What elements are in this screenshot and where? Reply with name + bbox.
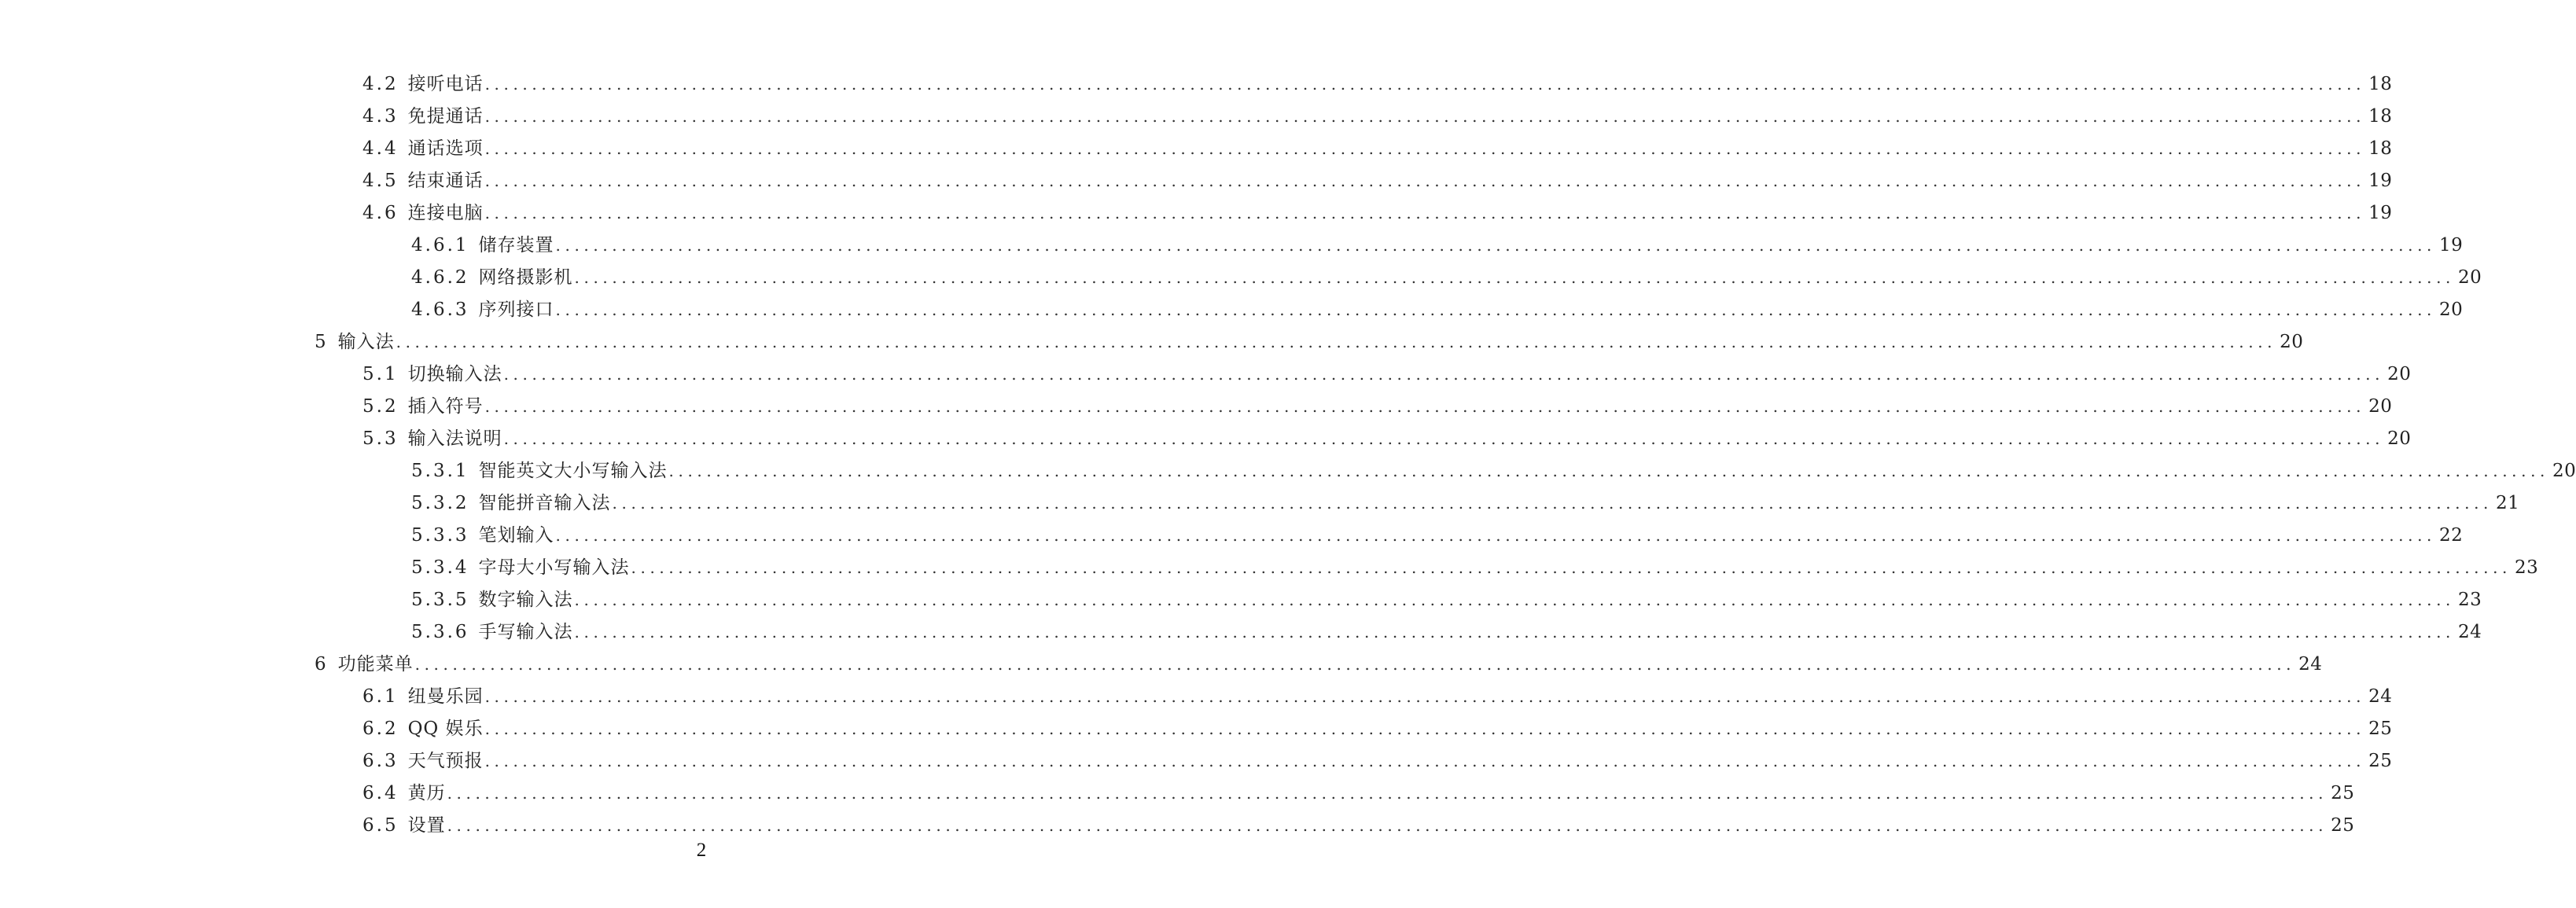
toc-entry-page: 24 bbox=[2458, 622, 2482, 642]
toc-dot-leader: ........................................................................................................................................................................................................ bbox=[612, 494, 2493, 513]
toc-entry[interactable] bbox=[362, 197, 2393, 230]
toc-dot-leader: ........................................................................................................................................................................................................ bbox=[484, 75, 2366, 94]
toc-entry[interactable] bbox=[411, 230, 2464, 262]
toc-dot-leader: ........................................................................................................................................................................................................ bbox=[484, 752, 2366, 770]
toc-entry-title: 智能拼音输入法 bbox=[478, 493, 611, 513]
toc-entry-page: 25 bbox=[2331, 783, 2355, 803]
toc-entry[interactable] bbox=[362, 681, 2393, 713]
toc-entry-title: 字母大小写输入法 bbox=[478, 557, 630, 578]
toc-entry-number: 4.6 bbox=[362, 203, 399, 223]
toc-entry-page: 18 bbox=[2368, 106, 2393, 127]
toc-entry[interactable] bbox=[315, 649, 2323, 681]
toc-entry-number: 6.2 bbox=[362, 719, 399, 739]
toc-entry-page: 20 bbox=[2280, 332, 2304, 352]
toc-entry[interactable] bbox=[362, 745, 2393, 777]
toc-dot-leader: ........................................................................................................................................................................................................ bbox=[503, 429, 2385, 448]
toc-entry-number: 6.3 bbox=[362, 751, 399, 771]
toc-entry-page: 25 bbox=[2368, 751, 2393, 771]
toc-dot-leader: ........................................................................................................................................................................................................ bbox=[447, 784, 2328, 803]
toc-entry[interactable] bbox=[411, 616, 2482, 649]
toc-entry-number: 5.3.3 bbox=[411, 525, 469, 546]
toc-entry-title: QQ 娱乐 bbox=[407, 719, 484, 739]
toc-dot-leader: ........................................................................................................................................................................................................ bbox=[668, 461, 2550, 480]
toc-dot-leader: ........................................................................................................................................................................................................ bbox=[414, 655, 2296, 674]
toc-entry-title: 网络摄影机 bbox=[478, 267, 573, 288]
toc-dot-leader: ........................................................................................................................................................................................................ bbox=[574, 590, 2456, 609]
toc-entry-title: 数字输入法 bbox=[478, 590, 573, 610]
toc-entry[interactable] bbox=[315, 326, 2304, 358]
toc-entry-page: 20 bbox=[2387, 428, 2412, 449]
toc-entry-page: 20 bbox=[2368, 396, 2393, 417]
toc-dot-leader: ........................................................................................................................................................................................................ bbox=[396, 333, 2277, 351]
toc-entry-number: 5.3.5 bbox=[411, 590, 469, 610]
toc-entry[interactable] bbox=[362, 101, 2393, 133]
toc-entry[interactable] bbox=[362, 713, 2393, 745]
toc-entry-page: 20 bbox=[2439, 300, 2464, 320]
toc-dot-leader: ........................................................................................................................................................................................................ bbox=[447, 816, 2328, 835]
page-number: 2 bbox=[696, 840, 707, 861]
toc-dot-leader: ........................................................................................................................................................................................................ bbox=[555, 526, 2437, 545]
toc-entry-number: 5.3 bbox=[362, 428, 399, 449]
toc-entry-number: 4.5 bbox=[362, 171, 399, 191]
toc-entry-page: 18 bbox=[2368, 138, 2393, 159]
toc-entry[interactable] bbox=[362, 391, 2393, 423]
toc-entry-page: 23 bbox=[2515, 557, 2539, 578]
toc-entry-number: 5 bbox=[315, 332, 329, 352]
toc-dot-leader: ........................................................................................................................................................................................................ bbox=[484, 719, 2366, 738]
toc-entry-title: 手写输入法 bbox=[478, 622, 573, 642]
toc-entry-title: 结束通话 bbox=[407, 171, 484, 191]
toc-entry[interactable] bbox=[362, 777, 2355, 810]
toc-dot-leader: ........................................................................................................................................................................................................ bbox=[484, 687, 2366, 706]
toc-entry-title: 功能菜单 bbox=[337, 654, 414, 675]
toc-dot-leader: ........................................................................................................................................................................................................ bbox=[484, 107, 2366, 126]
toc-entry-page: 20 bbox=[2458, 267, 2482, 288]
toc-dot-leader: ........................................................................................................................................................................................................ bbox=[555, 300, 2437, 319]
toc-entry-page: 25 bbox=[2368, 719, 2393, 739]
toc-entry-number: 6.5 bbox=[362, 815, 399, 836]
toc-entry[interactable] bbox=[362, 68, 2393, 101]
toc-entry-page: 18 bbox=[2368, 74, 2393, 94]
toc-entry[interactable] bbox=[411, 262, 2482, 294]
toc-entry-title: 黄历 bbox=[407, 783, 446, 803]
toc-entry-title: 切换输入法 bbox=[407, 364, 502, 384]
toc-entry-number: 6.1 bbox=[362, 686, 399, 707]
toc-entry-page: 24 bbox=[2298, 654, 2323, 675]
toc-entry[interactable] bbox=[411, 294, 2464, 326]
toc-dot-leader: ........................................................................................................................................................................................................ bbox=[484, 171, 2366, 190]
toc-entry[interactable] bbox=[411, 487, 2520, 520]
toc-dot-leader: ........................................................................................................................................................................................................ bbox=[484, 204, 2366, 222]
toc-entry-title: 接听电话 bbox=[407, 74, 484, 94]
toc-entry-title: 输入法说明 bbox=[407, 428, 502, 449]
toc-dot-leader: ........................................................................................................................................................................................................ bbox=[631, 558, 2512, 577]
toc-dot-leader: ........................................................................................................................................................................................................ bbox=[574, 268, 2456, 287]
toc-entry-number: 4.6.1 bbox=[411, 235, 469, 255]
toc-entry-number: 5.3.6 bbox=[411, 622, 469, 642]
toc-entry-number: 4.6.2 bbox=[411, 267, 469, 288]
toc-entry-number: 6.4 bbox=[362, 783, 399, 803]
toc-entry-title: 免提通话 bbox=[407, 106, 484, 127]
toc-dot-leader: ........................................................................................................................................................................................................ bbox=[484, 397, 2366, 416]
toc-entry-page: 19 bbox=[2368, 203, 2393, 223]
toc-entry-title: 输入法 bbox=[337, 332, 395, 352]
toc-dot-leader: ........................................................................................................................................................................................................ bbox=[484, 139, 2366, 158]
toc-entry-title: 通话选项 bbox=[407, 138, 484, 159]
toc-entry-title: 储存装置 bbox=[478, 235, 554, 255]
toc-entry[interactable] bbox=[362, 165, 2393, 197]
toc-entry-number: 4.6.3 bbox=[411, 300, 469, 320]
toc-entry-title: 纽曼乐园 bbox=[407, 686, 484, 707]
toc-entry-number: 4.2 bbox=[362, 74, 399, 94]
toc-entry-page: 19 bbox=[2368, 171, 2393, 191]
toc-entry[interactable] bbox=[362, 810, 2355, 842]
toc-entry-page: 24 bbox=[2368, 686, 2393, 707]
toc-entry-title: 笔划输入 bbox=[478, 525, 554, 546]
toc-entry-number: 5.3.2 bbox=[411, 493, 469, 513]
toc-entry-page: 20 bbox=[2387, 364, 2412, 384]
toc-entry-page: 25 bbox=[2331, 815, 2355, 836]
toc-entry-number: 4.4 bbox=[362, 138, 399, 159]
toc-entry-page: 20 bbox=[2552, 461, 2576, 481]
toc-dot-leader: ........................................................................................................................................................................................................ bbox=[503, 365, 2385, 384]
toc-entry-number: 5.2 bbox=[362, 396, 399, 417]
toc-entry-title: 连接电脑 bbox=[407, 203, 484, 223]
toc-entry-title: 序列接口 bbox=[478, 300, 554, 320]
toc-entry-number: 5.3.4 bbox=[411, 557, 469, 578]
toc-entry[interactable] bbox=[411, 552, 2539, 584]
toc-entry[interactable] bbox=[362, 423, 2412, 455]
toc-entry-number: 6 bbox=[315, 654, 329, 675]
toc-entry[interactable] bbox=[411, 584, 2482, 616]
toc-entry-page: 22 bbox=[2439, 525, 2464, 546]
toc-entry-number: 5.3.1 bbox=[411, 461, 469, 481]
toc-entry[interactable] bbox=[411, 455, 2576, 487]
toc-entry[interactable] bbox=[362, 133, 2393, 165]
toc-entry-page: 23 bbox=[2458, 590, 2482, 610]
toc-entry[interactable] bbox=[362, 358, 2412, 391]
toc-entry-title: 天气预报 bbox=[407, 751, 484, 771]
toc-entry-page: 19 bbox=[2439, 235, 2464, 255]
toc-entry[interactable] bbox=[411, 520, 2464, 552]
toc-entry-title: 插入符号 bbox=[407, 396, 484, 417]
toc-entry-number: 4.3 bbox=[362, 106, 399, 127]
toc-dot-leader: ........................................................................................................................................................................................................ bbox=[574, 623, 2456, 641]
toc-entry-page: 21 bbox=[2496, 493, 2520, 513]
toc-entry-title: 设置 bbox=[407, 815, 446, 836]
toc-entry-title: 智能英文大小写输入法 bbox=[478, 461, 668, 481]
toc-entry-number: 5.1 bbox=[362, 364, 399, 384]
toc-dot-leader: ........................................................................................................................................................................................................ bbox=[555, 236, 2437, 255]
